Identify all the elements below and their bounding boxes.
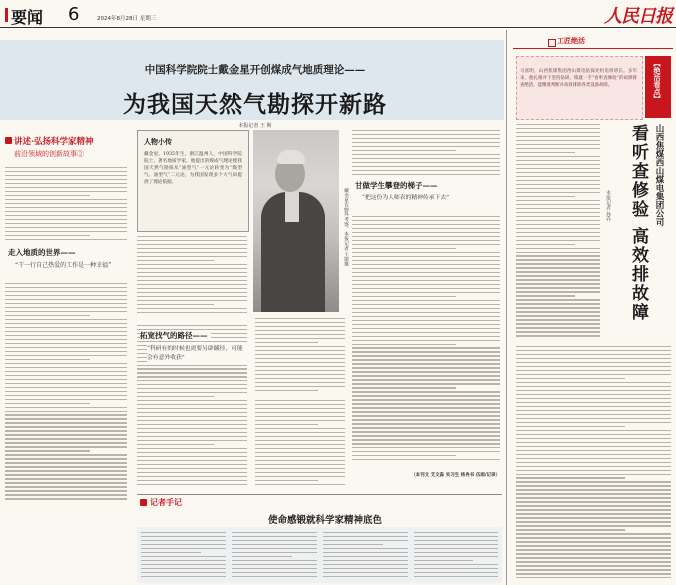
photo-caption: 戴金星在野外考察。本报记者 王斯摄 [343,188,348,267]
profile-text: 戴金星，1935年生，浙江温州人，中国科学院院士，著名地质学家。他提出的煤成气理论使我国天然气勘探从“油型气”一元论转变为“煤型气、油型气”二元论，为我国发现多个大气田提供了理论依据。 [144,152,242,185]
intro-icon [5,137,12,144]
mid-body-1 [137,236,247,318]
portrait-photo [253,130,339,312]
notes-body-3 [323,532,408,580]
section3-title: 甘做学生攀登的梯子—— [355,181,438,190]
section2-quote: “科研有的时候也需要另辟蹊径，可能会有意外收获” [147,345,247,363]
article-kicker: 中国科学院院士戴金星开创煤成气地质理论—— [144,64,366,76]
section1-title: 走入地质的世界—— [8,248,76,257]
section-name: 要闻 [11,8,44,27]
section2-title: 拓宽找气的路径—— [140,330,211,341]
sidebar-body-1 [516,124,600,342]
notes-divider [137,494,502,495]
notes-heading: 记者手记 [150,497,182,507]
col3-body-2 [255,400,345,488]
notes-body-4 [414,532,498,580]
notes-title: 使命感锻就科学家精神底色 [267,515,382,526]
article-headline: 为我国天然气勘探开新路 [123,92,387,118]
sidebar-location-line: 山西焦煤西山煤电集团公司 [654,124,664,226]
article-signature: （本刊文 艾文淼 实习生 杨冉书 伍雨/记录） [411,473,500,478]
sidebar-body-2 [516,346,671,582]
col3-body-1 [255,318,345,396]
section1-quote: “干一行自己热爱的工作是一种幸福” [15,262,112,269]
notes-body-2 [232,532,317,580]
profile-title: 人物小传 [144,137,172,146]
masthead-logo: 人民日报 [604,6,672,27]
sidebar-column-label: 工匠绝活 [557,36,585,45]
sidebar-label-icon [548,39,556,47]
col4-body-2 [352,216,500,466]
notes-icon [140,499,147,506]
notes-body-1 [141,532,226,580]
profile-box [137,130,249,232]
header-rule [0,27,676,28]
section3-quote: “把这份为人师表的精神传承下去” [362,195,450,201]
column-divider [506,30,507,585]
issue-date: 2024年8月28日 星期三 [97,16,157,22]
page-header [0,0,676,30]
left-body-2 [5,283,127,503]
page-number: 6 [68,4,80,25]
mid-body-3 [137,368,247,488]
sidebar-tag: 【绝活看点】 [653,60,662,102]
left-body-1 [5,167,127,243]
intro-subheading: 前沿领域的创新故事② [14,150,84,158]
sidebar-title: 看听查修验 高效排故障 [628,124,648,322]
sidebar-intro-text: 马富明，山西焦煤集团西山煤电钻探处机电班班长。多年来，他扎根井下坚持钻研，练就一手“看听查修验”的故障排查绝活，能精准判断并高效排除各类设备故障。 [520,69,637,88]
article-byline: 本报记者 王 斯 [238,123,272,129]
sidebar-top-rule [513,48,673,49]
section-marker [5,8,8,22]
col4-body-1 [352,130,500,178]
sidebar-byline: 本报记者 孙乔 [605,190,611,222]
intro-heading: 讲述·弘扬科学家精神 [14,137,94,147]
